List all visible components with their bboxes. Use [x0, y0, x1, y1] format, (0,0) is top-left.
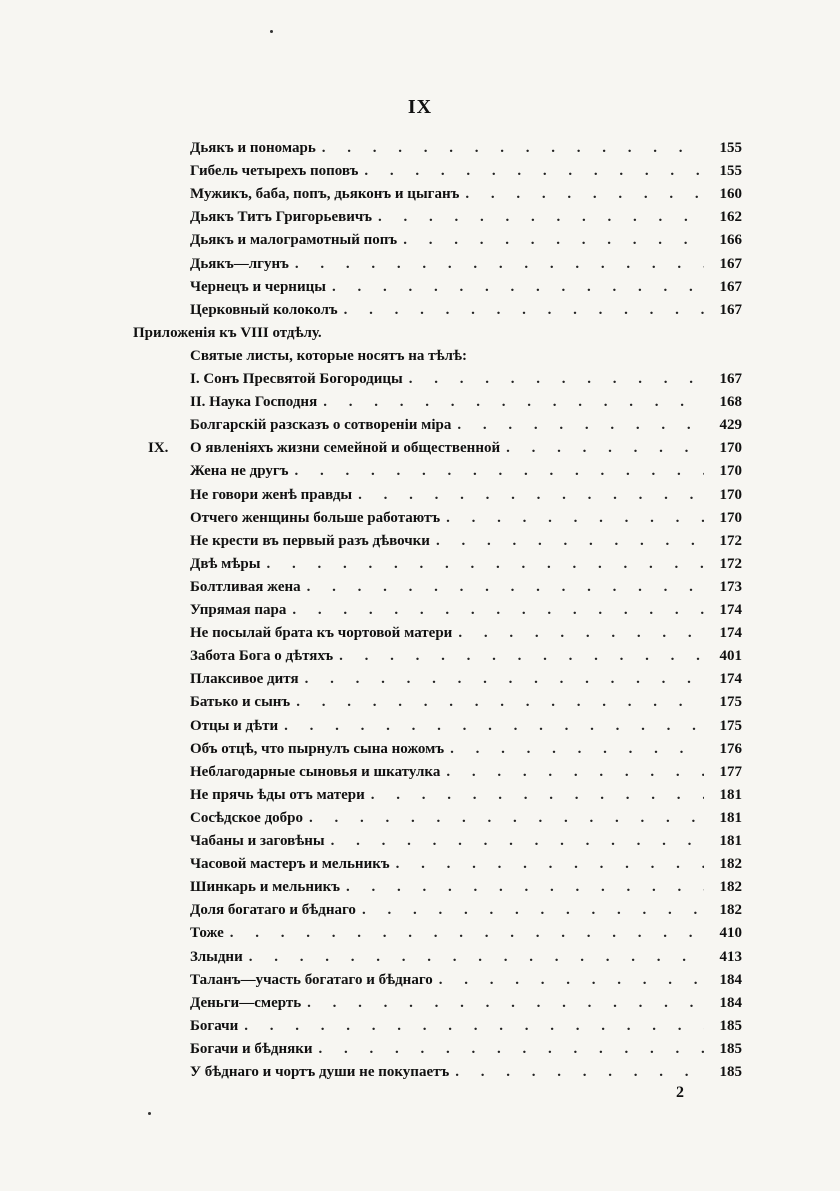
toc-entry — [190, 718, 742, 741]
toc-leader-dots — [506, 440, 704, 457]
toc-leader-dots — [436, 533, 704, 550]
toc-entry-page: 185 — [719, 1017, 742, 1034]
toc-entry-title: Дьякъ Титъ Григорьевичъ — [190, 209, 373, 226]
toc-entry-page: 182 — [719, 856, 742, 873]
toc-entry-page: 182 — [719, 879, 742, 896]
toc-entry — [190, 925, 742, 948]
toc-entry-title: Приложенія къ VIII отдѣлу. — [133, 324, 322, 341]
toc-entry-page: 177 — [719, 763, 742, 780]
toc-entry-page: 429 — [719, 417, 742, 434]
toc-leader-dots — [307, 579, 704, 596]
toc-entry-title: Болтливая жена — [190, 578, 301, 595]
toc-entry — [190, 163, 742, 186]
toc-entry-title: Сосѣдское добро — [190, 809, 304, 826]
toc-entry — [190, 764, 742, 787]
toc-leader-dots — [295, 256, 704, 273]
toc-entry-page: 167 — [719, 301, 742, 318]
toc-entry — [190, 879, 742, 902]
toc-entry — [190, 510, 742, 533]
toc-leader-dots — [319, 1041, 704, 1058]
toc-entry — [190, 1041, 742, 1064]
toc-entry-page: 155 — [719, 163, 742, 180]
toc-leader-dots — [344, 302, 704, 319]
toc-entry — [190, 995, 742, 1018]
toc-entry — [190, 856, 742, 879]
toc-entry — [190, 787, 742, 810]
toc-entry — [190, 186, 742, 209]
toc-entry-title: Двѣ мѣры — [190, 555, 261, 572]
toc-entry-title: Отцы и дѣти — [190, 717, 279, 734]
toc-entry-title: Не крести въ первый разъ дѣвочки — [190, 532, 430, 549]
toc-leader-dots — [358, 487, 704, 504]
toc-leader-dots — [249, 949, 704, 966]
toc-leader-dots — [266, 556, 704, 573]
toc-leader-dots — [346, 879, 704, 896]
toc-entry-page: 182 — [719, 902, 742, 919]
toc-entry-title: У бѣднаго и чортъ души не покупаетъ — [190, 1064, 450, 1080]
toc-entry — [190, 371, 742, 394]
toc-leader-dots — [331, 833, 704, 850]
toc-leader-dots — [332, 279, 704, 296]
toc-leader-dots — [339, 648, 704, 665]
toc-leader-dots — [455, 1064, 704, 1081]
toc-entry-title: Забота Бога о дѣтяхъ — [190, 648, 334, 665]
toc-entry-page: 167 — [719, 278, 742, 295]
toc-entry-page: 167 — [719, 255, 742, 272]
toc-entry-page: 410 — [719, 925, 742, 942]
toc-entry — [190, 694, 742, 717]
toc-entry-page: 401 — [719, 648, 742, 665]
toc-entry-title: Батько и сынъ — [190, 694, 291, 711]
toc-entry-page: 185 — [719, 1064, 742, 1080]
toc-entry-page: 173 — [719, 578, 742, 595]
toc-leader-dots — [446, 764, 704, 781]
toc-entry-title: Объ отцѣ, что пырнулъ сына ножомъ — [190, 740, 445, 757]
toc-entry — [190, 602, 742, 625]
toc-entry — [190, 533, 742, 556]
toc-entry-title: Злыдни — [190, 948, 243, 965]
toc-entry-title: Неблагодарные сыновья и шкатулка — [190, 763, 441, 780]
toc-entry — [133, 325, 742, 348]
toc-entry — [190, 487, 742, 510]
toc-entry-page: 413 — [719, 948, 742, 965]
toc-entry — [190, 1018, 742, 1041]
toc-entry-title: Не говори женѣ правды — [190, 486, 353, 503]
toc-leader-dots — [396, 856, 704, 873]
toc-entry — [190, 209, 742, 232]
toc-entry-title: Не прячь ѣды отъ матери — [190, 786, 365, 803]
toc-entry-page: 181 — [719, 833, 742, 849]
toc-entry-title: Болгарскій разсказъ о сотвореніи міра — [190, 417, 452, 434]
toc-leader-dots — [465, 186, 704, 203]
toc-entry-title: I. Сонъ Пресвятой Богородицы — [190, 371, 403, 387]
toc-entry — [190, 463, 742, 486]
toc-entry — [190, 256, 742, 279]
toc-entry-title: Таланъ—участь богатаго и бѣднаго — [190, 971, 433, 988]
toc-entry-page: 174 — [719, 602, 742, 618]
toc-entry-title: Дьякъ—лгунъ — [190, 255, 289, 272]
toc-entry-title: Доля богатаго и бѣднаго — [190, 902, 356, 919]
toc-leader-dots — [307, 995, 704, 1012]
toc-entry-page: 160 — [719, 186, 742, 203]
toc-entry-page: 170 — [719, 486, 742, 503]
toc-leader-dots — [230, 925, 704, 942]
toc-leader-dots — [309, 810, 704, 827]
toc-entry-page: 174 — [719, 671, 742, 688]
toc-entry — [190, 140, 742, 163]
toc-leader-dots — [409, 371, 704, 388]
toc-entry — [190, 232, 742, 255]
toc-entry — [190, 648, 742, 671]
toc-leader-dots — [305, 671, 704, 688]
toc-leader-dots — [244, 1018, 704, 1035]
toc-entry-title: Отчего женщины больше работаютъ — [190, 509, 441, 526]
toc-leader-dots — [364, 163, 704, 180]
toc-entry-page: 167 — [719, 371, 742, 387]
toc-entry-title: Шинкарь и мельникъ — [190, 879, 340, 896]
toc-entry — [190, 279, 742, 302]
toc-entry — [190, 972, 742, 995]
toc-entry-title: Жена не другъ — [190, 463, 289, 480]
toc-entry — [190, 417, 742, 440]
toc-leader-dots — [362, 902, 704, 919]
print-speck — [270, 30, 273, 33]
toc-leader-dots — [439, 972, 704, 989]
toc-entry-title: Дьякъ и малограмотный попъ — [190, 232, 398, 249]
toc-leader-dots — [371, 787, 704, 804]
toc-entry-title: Плаксивое дитя — [190, 671, 299, 688]
toc-entry-title: Не посылай брата къ чортовой матери — [190, 625, 453, 642]
toc-leader-dots — [294, 463, 704, 480]
toc-entry-title: Богачи и бѣдняки — [190, 1040, 313, 1057]
toc-entry-page: 175 — [719, 717, 742, 734]
toc-entry-title: Чернецъ и черницы — [190, 278, 326, 295]
toc-leader-dots — [378, 209, 704, 226]
toc-entry-page: 166 — [719, 232, 742, 249]
toc-entry — [148, 440, 742, 463]
toc-leader-dots — [403, 232, 704, 249]
toc-entry-page: 181 — [719, 809, 742, 826]
toc-entry-page: 168 — [719, 394, 742, 411]
toc-entry-page: 174 — [719, 625, 742, 642]
page-number: IX — [407, 96, 433, 118]
toc-leader-dots — [458, 625, 704, 642]
toc-entry — [190, 302, 742, 325]
toc-entry-title: Упрямая пара — [190, 602, 287, 618]
toc-entry-title: О явленіяхъ жизни семейной и общественной — [190, 440, 501, 457]
toc-leader-dots — [296, 694, 704, 711]
toc-entry-page: 184 — [719, 994, 742, 1011]
toc-entry-title: Церковный колоколъ — [190, 301, 338, 318]
toc-entry-page: 172 — [719, 532, 742, 549]
toc-entry — [190, 625, 742, 648]
toc-entry — [190, 902, 742, 925]
toc-entry-title: Часовой мастеръ и мельникъ — [190, 856, 390, 873]
toc-entry-page: 184 — [719, 971, 742, 988]
toc-entry-title: II. Наука Господня — [190, 394, 318, 411]
toc-entry-title: Гибель четырехъ поповъ — [190, 163, 359, 180]
toc-entry — [190, 394, 742, 417]
toc-entry — [190, 833, 742, 856]
toc-leader-dots — [450, 741, 704, 758]
toc-entry — [190, 671, 742, 694]
printer-signature-mark: 2 — [676, 1084, 684, 1101]
toc-leader-dots — [322, 140, 704, 157]
toc-entry-page: 155 — [719, 140, 742, 156]
toc-entry-page: 170 — [719, 463, 742, 480]
toc-entry — [190, 1064, 742, 1087]
toc-entry-page: 170 — [719, 509, 742, 526]
toc-leader-dots — [446, 510, 704, 527]
toc-entry-title: Деньги—смерть — [190, 994, 302, 1011]
print-speck — [148, 1112, 151, 1115]
toc-entry — [190, 556, 742, 579]
toc-entry-page: 181 — [719, 786, 742, 803]
toc-entry-page: 172 — [719, 555, 742, 572]
toc-entry-title: Богачи — [190, 1017, 239, 1034]
toc-entry — [190, 949, 742, 972]
toc-entry-title: Чабаны и заговѣны — [190, 833, 325, 849]
toc-entry — [190, 348, 742, 371]
toc-entry-page: 170 — [719, 440, 742, 457]
toc-entry — [190, 810, 742, 833]
toc-entry-title: Мужикъ, баба, попъ, дьяконъ и цыганъ — [190, 186, 460, 203]
toc-section-number: IX. — [148, 440, 169, 457]
toc-leader-dots — [292, 602, 704, 619]
toc-entry-page: 162 — [719, 209, 742, 226]
toc-leader-dots — [323, 394, 704, 411]
toc-entry-page: 175 — [719, 694, 742, 711]
toc-entry-title: Дьякъ и пономарь — [190, 140, 316, 156]
toc-entry — [190, 741, 742, 764]
toc-entry-page: 185 — [719, 1040, 742, 1057]
toc-leader-dots — [457, 417, 704, 434]
toc-entry-title: Святые листы, которые носятъ на тѣлѣ: — [190, 347, 467, 364]
toc-entry-page: 176 — [719, 740, 742, 757]
toc-leader-dots — [284, 718, 704, 735]
toc-entry — [190, 579, 742, 602]
toc-entry-title: Тоже — [190, 925, 224, 942]
